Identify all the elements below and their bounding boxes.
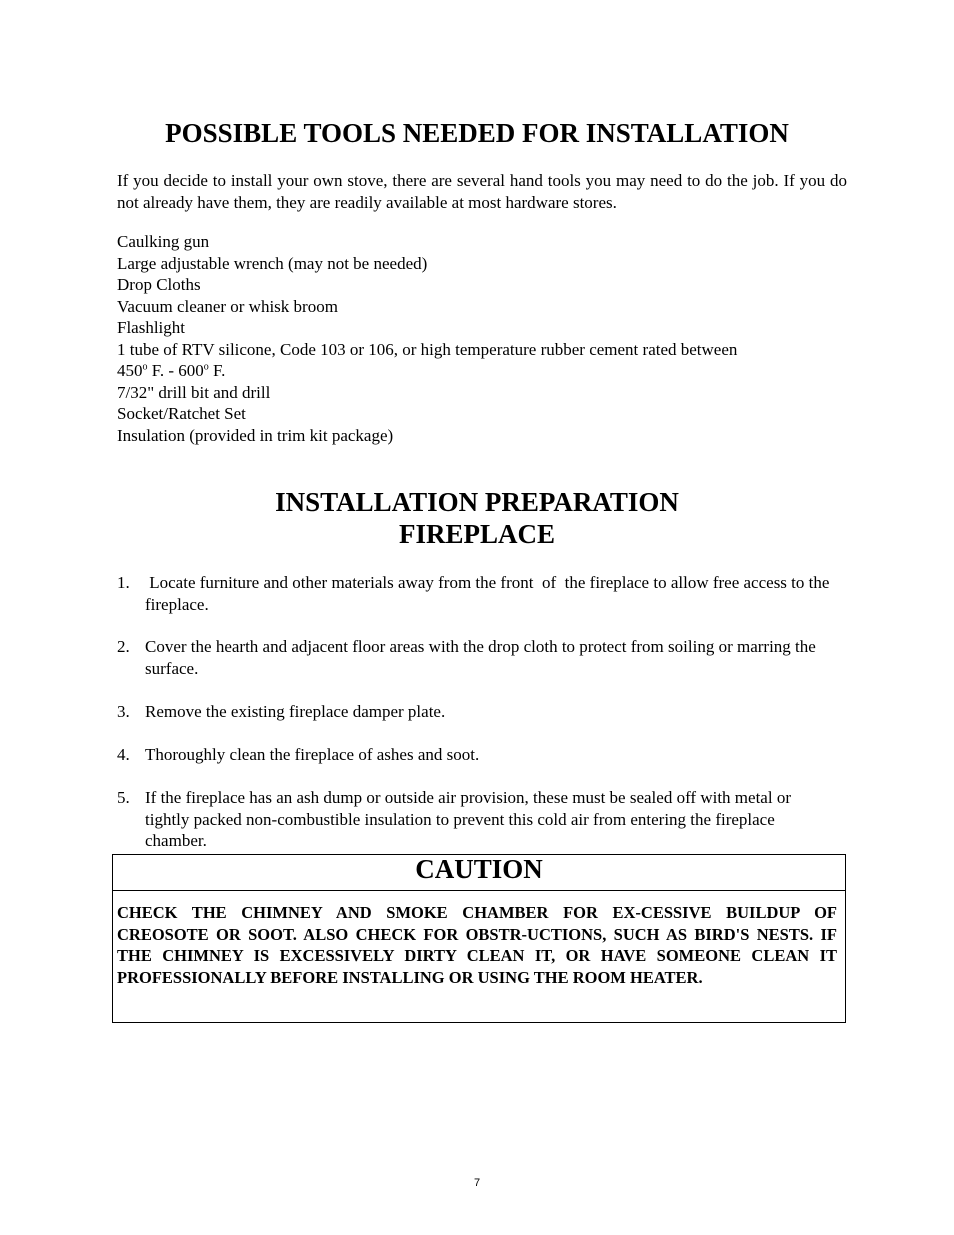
prep-title-line-2: FIREPLACE [398,519,555,549]
step-number: 2. [117,637,130,656]
tool-item: Large adjustable wrench (may not be needed) [117,253,428,273]
step-number: 5. [117,788,130,807]
caution-box [112,854,846,1023]
tool-item: Vacuum cleaner or whisk broom [117,296,338,316]
tool-item: 1 tube of RTV silicone, Code 103 or 106, or high temperature rubber cement rated between [117,339,738,359]
page-number: 7 [473,1177,481,1189]
tools-section-title: POSSIBLE TOOLS NEEDED FOR INSTALLATION [165,118,789,148]
temp-end: F. [208,361,226,380]
tool-item-temperature-range [117,360,847,382]
prep-step [117,701,837,723]
temp-mid: F. - 600 [147,361,204,380]
tool-item: Insulation (provided in trim kit package) [117,425,394,445]
caution-text: CHECK THE CHIMNEY AND SMOKE CHAMBER FOR EX-CESSIVE BUILDUP OF CREOSOTE OR SOOT. ALSO CHECK FOR OBSTR-UCTIONS, SUCH AS BIRD'S NESTS. IF THE CHIMNEY IS EXCESSIVELY DIRTY CLEAN IT, OR HAVE SOMEONE CLEAN IT PROFESSIONALLY BEFORE INSTALLING OR USING THE ROOM HEATER. [117,903,837,987]
step-text: Thoroughly clean the fireplace of ashes and soot. [145,745,480,764]
prep-step [117,744,837,766]
prep-step [117,636,837,679]
step-number: 1. [117,573,130,592]
temp-low: 450 [117,361,143,380]
degree-mark: o [203,361,209,373]
tools-intro-paragraph: If you decide to install your own stove, there are several hand tools you may need to do the job. If you do not already have them, they are readily available at most hardware stores. [117,171,847,212]
step-text: If the fireplace has an ash dump or outside air provision, these must be sealed off with metal or tightly packed non-combustible insulation to prevent this cold air from entering the fireplace chamber. [145,788,791,850]
step-text: Locate furniture and other materials away from the front of the fireplace to allow free access to the fireplace. [145,573,834,614]
tool-item: 7/32" drill bit and drill [117,382,271,402]
step-text: Cover the hearth and adjacent floor areas with the drop cloth to protect from soiling or marring the surface. [145,637,816,678]
caution-title: CAUTION [113,855,845,891]
prep-step [117,572,837,615]
tool-item: Drop Cloths [117,275,201,294]
prep-title-line-1: INSTALLATION PREPARATION [275,487,679,517]
tool-list [117,231,847,446]
step-number: 4. [117,745,130,764]
tool-item: Flashlight [117,318,186,337]
tool-item: Socket/Ratchet Set [117,404,246,423]
prep-section-title [0,486,954,550]
degree-mark: o [142,361,148,373]
tool-item: Caulking gun [117,232,210,251]
step-text: Remove the existing fireplace damper plate. [145,702,446,721]
prep-step [117,787,837,852]
step-number: 3. [117,702,130,721]
